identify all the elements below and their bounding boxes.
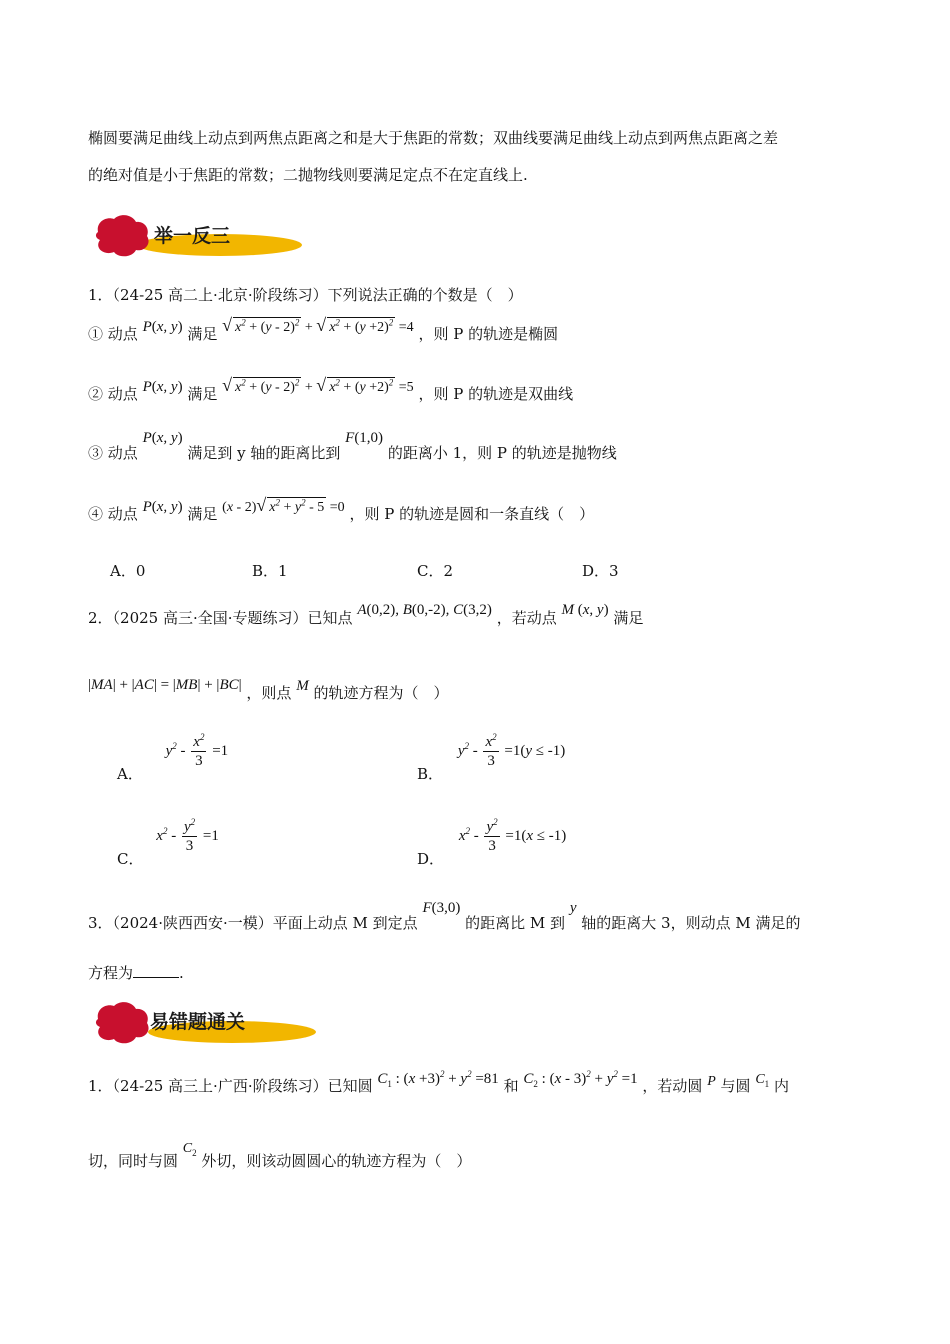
q1-option-a[interactable]: A．0 — [110, 562, 146, 580]
q1-statement-1: ① 动点 P(x, y) 满足 √ $x^2 + (y - 2)^2$ + √ $x^2 + (y +2)^2 =4$ ，则 P 的轨迹是椭圆 — [88, 315, 559, 343]
q1-statement-2: ② 动点 P(x, y) 满足 √ $x^2 + (y - 2)^2$ + √ $x^2 + (y +2)^2 =5$ ，则 P 的轨迹是双曲线 — [88, 375, 574, 403]
q1-stem: 1．（24-25 高二上·北京·阶段练习）下列说法正确的个数是（ ） — [88, 286, 523, 304]
intro-line-1: 椭圆要满足曲线上动点到两焦点距离之和是大于焦距的常数；双曲线要满足曲线上动点到两焦点距离之差 — [88, 129, 779, 147]
banner-practice-title: 举一反三 — [154, 225, 231, 247]
q1-statement-4: ④ 动点 P(x, y) 满足 (x - 2)√ $x^2 + y^2 - 5 =0$ ，则 P 的轨迹是圆和一条直线（ ） — [88, 495, 595, 523]
intro-line-2: 的绝对值是小于焦距的常数；二抛物线则要满足定点不在定直线上. — [88, 166, 528, 184]
q4-line-2: 切，同时与圆 $C_2$ 外切，则该动圆圆心的轨迹方程为（ ） — [88, 1141, 472, 1170]
q2-option-d[interactable]: D． $x^2$ - $\frac{y^2}{3}$ =1(x ≤ -1) — [417, 817, 567, 868]
q3-stem: 3．（2024·陕西西安·一模）平面上动点 M 到定点 F(3,0) 的距离比 M 到 y 轴的距离大 3，则动点 M 满足的 — [88, 900, 801, 932]
q4-stem: 1．（24-25 高三上·广西·阶段练习）已知圆 $C_1$ : $(x +3)^2 + y^2 =81$ 和 $C_2$ : $(x - 3)^2 + y^2 =1$ ，若动圆 P 与圆 $C_1$ 内 — [88, 1069, 789, 1095]
q2-stem-line-2: |MA| + |AC| = |MB| + |BC| ，则点 M 的轨迹方程为（ ） — [88, 677, 449, 702]
q1-option-c[interactable]: C．2 — [417, 562, 454, 580]
q3-line-2: 方程为 . — [88, 964, 184, 982]
q1-option-b[interactable]: B．1 — [252, 562, 288, 580]
q2-option-c[interactable]: C． $x^2$ - $\frac{y^2}{3}$ =1 — [117, 817, 219, 868]
q2-option-a[interactable]: A． $y^2$ - $\frac{x^2}{3}$ =1 — [117, 732, 229, 783]
q2-option-b[interactable]: B． $y^2$ - $\frac{x^2}{3}$ =1(y ≤ -1) — [417, 732, 566, 783]
answer-blank[interactable] — [133, 963, 179, 978]
banner-mistakes-title: 易错题通关 — [150, 1011, 246, 1033]
banner-mistakes — [92, 995, 317, 1047]
banner-practice — [92, 210, 302, 260]
q1-statement-3: ③ 动点 P(x, y) 满足到 y 轴的距离比到 F(1,0) 的距离小 1，则 P 的轨迹是抛物线 — [88, 430, 617, 462]
q1-option-d[interactable]: D．3 — [582, 562, 619, 580]
q2-stem: 2．（2025 高三·全国·专题练习）已知点 A(0,2), B(0,-2), C(3,2) ，若动点 M (x, y) 满足 — [88, 602, 644, 627]
